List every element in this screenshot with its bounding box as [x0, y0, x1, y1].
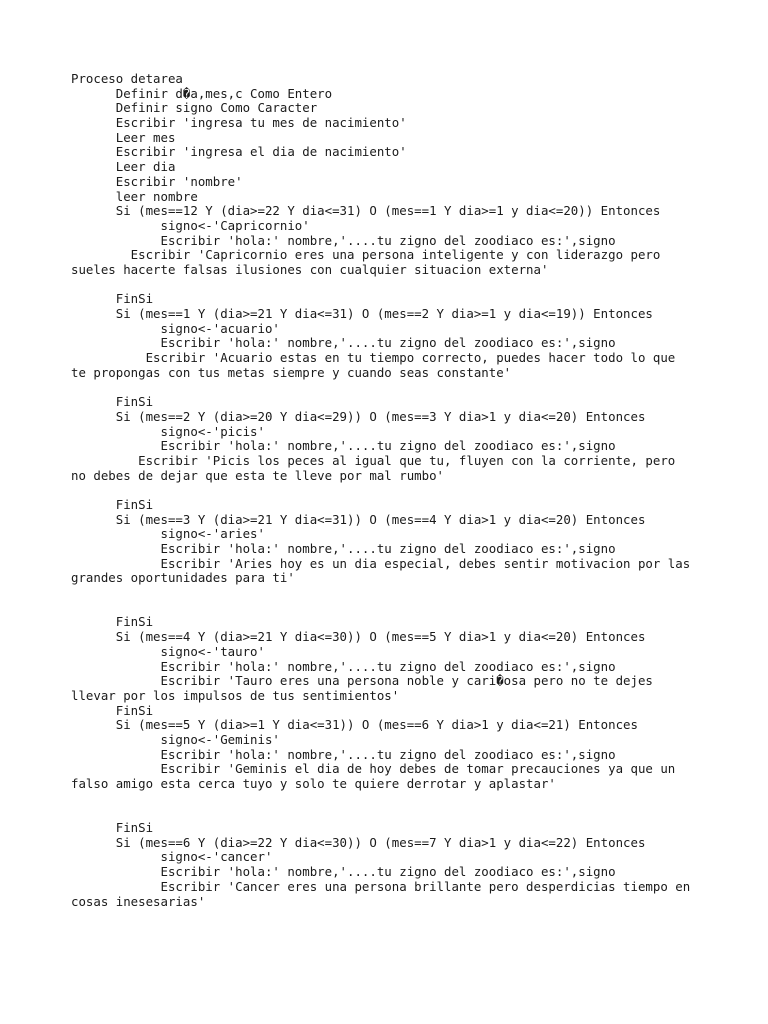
code-line: Escribir 'hola:' nombre,'....tu zigno del zoodiaco es:',signo — [71, 232, 616, 248]
code-line: signo<-'Geminis' — [71, 731, 280, 747]
code-line: Si (mes==12 Y (dia>=22 Y dia<=31) O (mes==1 Y dia>=1 y dia<=20)) Entonces — [71, 203, 661, 219]
code-line: Escribir 'nombre' — [71, 173, 243, 189]
code-line: falso amigo esta cerca tuyo y solo te quiere derrotar y aplastar' — [71, 776, 556, 791]
code-line: FinSi — [71, 614, 154, 630]
code-line: Escribir 'Capricornio eres una persona inteligente y con liderazgo pero — [71, 247, 661, 263]
code-line: Escribir 'Tauro eres una persona noble y cari�osa pero no te dejes — [71, 673, 653, 689]
code-line: Si (mes==4 Y (dia>=21 Y dia<=30)) O (mes==5 Y dia>1 y dia<=20) Entonces — [71, 629, 646, 645]
code-line: Leer dia — [71, 159, 176, 175]
code-line: Si (mes==1 Y (dia>=21 Y dia<=31) O (mes==2 Y dia>=1 y dia<=19)) Entonces — [71, 306, 653, 321]
code-line: FinSi — [71, 291, 154, 307]
code-line: grandes oportunidades para ti' — [71, 570, 295, 586]
blank-line — [71, 483, 711, 498]
code-line: Escribir 'Aries hoy es un dia especial, debes sentir motivacion por las — [71, 555, 691, 571]
code-line: FinSi — [71, 820, 154, 836]
code-line: cosas inesesarias' — [71, 893, 206, 909]
code-line: no debes de dejar que esta te lleve por mal rumbo' — [71, 467, 444, 483]
code-line: Escribir 'hola:' nombre,'....tu zigno del zoodiaco es:',signo — [71, 658, 616, 674]
code-line: te propongas con tus metas siempre y cuando seas constante' — [71, 364, 512, 380]
code-line: FinSi — [71, 702, 154, 718]
blank-line — [71, 278, 711, 293]
code-line: signo<-'picis' — [71, 423, 265, 439]
pseudocode-document — [71, 72, 711, 909]
blank-line — [71, 380, 711, 395]
code-line: Si (mes==6 Y (dia>=22 Y dia<=30)) O (mes==7 Y dia>1 y dia<=22) Entonces — [71, 834, 646, 850]
code-line: Escribir 'ingresa tu mes de nacimiento' — [71, 115, 407, 131]
code-line: Proceso detarea — [71, 71, 183, 86]
blank-line — [71, 601, 711, 616]
code-line: signo<-'tauro' — [71, 643, 265, 659]
code-line: Si (mes==2 Y (dia>=20 Y dia<=29)) O (mes==3 Y dia>1 y dia<=20) Entonces — [71, 408, 646, 424]
code-line: FinSi — [71, 394, 154, 410]
code-line: Escribir 'Geminis el dia de hoy debes de tomar precauciones ya que un — [71, 761, 676, 777]
code-line: leer nombre — [71, 188, 198, 204]
blank-line — [71, 806, 711, 821]
code-line: Escribir 'ingresa el dia de nacimiento' — [71, 144, 407, 160]
code-line: signo<-'cancer' — [71, 849, 273, 865]
code-line: Escribir 'hola:' nombre,'....tu zigno del zoodiaco es:',signo — [71, 746, 616, 762]
code-line: Escribir 'Picis los peces al igual que tu, fluyen con la corriente, pero — [71, 452, 676, 468]
code-line: Escribir 'hola:' nombre,'....tu zigno del zoodiaco es:',signo — [71, 541, 616, 556]
code-line: Si (mes==5 Y (dia>=1 Y dia<=31)) O (mes==6 Y dia>1 y dia<=21) Entonces — [71, 717, 638, 733]
code-line: Definir signo Como Caracter — [71, 100, 318, 116]
code-line: signo<-'Capricornio' — [71, 217, 310, 233]
code-line: Escribir 'hola:' nombre,'....tu zigno del zoodiaco es:',signo — [71, 438, 616, 454]
code-line: Leer mes — [71, 129, 176, 145]
blank-line — [71, 792, 711, 807]
code-line: Si (mes==3 Y (dia>=21 Y dia<=31)) O (mes==4 Y dia>1 y dia<=20) Entonces — [71, 511, 646, 527]
code-line: signo<-'aries' — [71, 526, 265, 542]
code-line: Escribir 'hola:' nombre,'....tu zigno del zoodiaco es:',signo — [71, 335, 616, 351]
code-line: Definir d�a,mes,c Como Entero — [71, 85, 333, 101]
code-line: signo<-'acuario' — [71, 320, 280, 336]
code-line: sueles hacerte falsas ilusiones con cualquier situacion externa' — [71, 261, 549, 277]
code-line: llevar por los impulsos de tus sentimientos' — [71, 687, 400, 703]
code-line: Escribir 'hola:' nombre,'....tu zigno del zoodiaco es:',signo — [71, 864, 616, 880]
blank-line — [71, 586, 711, 601]
code-line: Escribir 'Cancer eres una persona brillante pero desperdicias tiempo en — [71, 878, 691, 894]
code-line: FinSi — [71, 496, 154, 512]
code-line: Escribir 'Acuario estas en tu tiempo correcto, puedes hacer todo lo que — [71, 350, 676, 366]
